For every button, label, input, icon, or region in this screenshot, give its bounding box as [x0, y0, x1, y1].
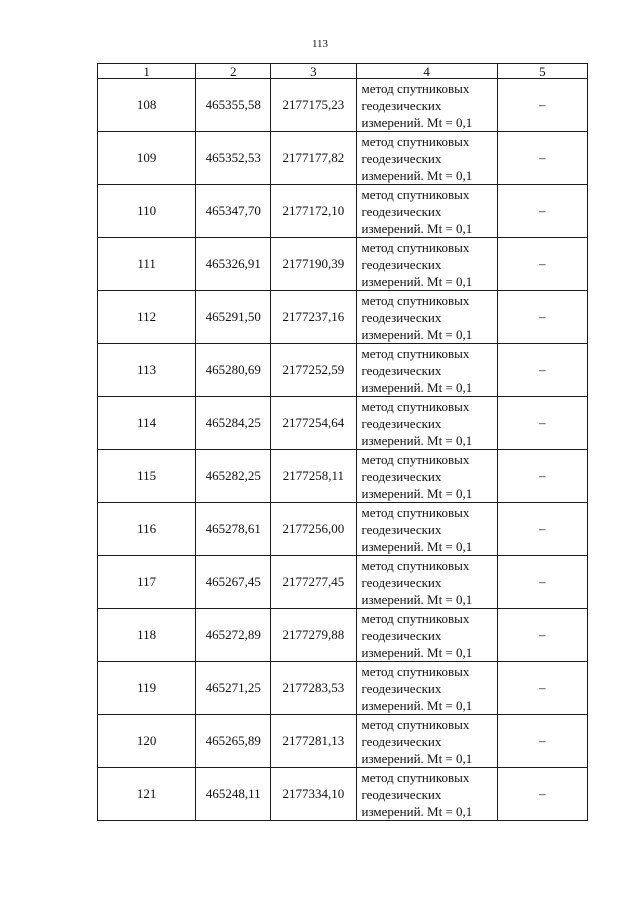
note-cell: – — [497, 79, 587, 132]
y-coordinate-cell: 2177175,23 — [271, 79, 356, 132]
note-cell: – — [497, 450, 587, 503]
method-line: измерений. Mt = 0,1 — [361, 644, 473, 660]
method-line: метод спутниковых — [361, 186, 470, 202]
point-number-cell: 120 — [98, 715, 196, 768]
method-line: геодезических — [361, 309, 442, 325]
table-row — [98, 397, 588, 450]
note-cell: – — [497, 768, 587, 821]
table-row — [98, 609, 588, 662]
point-number-cell: 109 — [98, 132, 196, 185]
point-number-cell: 114 — [98, 397, 196, 450]
y-coordinate-cell: 2177237,16 — [271, 291, 356, 344]
y-coordinate-cell: 2177177,82 — [271, 132, 356, 185]
method-line: измерений. Mt = 0,1 — [361, 379, 473, 395]
x-coordinate-cell: 465272,89 — [196, 609, 271, 662]
y-coordinate-cell: 2177172,10 — [271, 185, 356, 238]
note-cell: – — [497, 185, 587, 238]
header-cell-3: 3 — [271, 64, 356, 79]
method-line: метод спутниковых — [361, 398, 470, 414]
note-cell: – — [497, 291, 587, 344]
note-cell: – — [497, 609, 587, 662]
method-line: измерений. Mt = 0,1 — [361, 114, 473, 130]
table-row — [98, 238, 588, 291]
table-row — [98, 503, 588, 556]
x-coordinate-cell: 465352,53 — [196, 132, 271, 185]
point-number-cell: 111 — [98, 238, 196, 291]
method-line: измерений. Mt = 0,1 — [361, 220, 473, 236]
method-cell — [356, 662, 497, 715]
method-cell — [356, 503, 497, 556]
method-cell — [356, 397, 497, 450]
method-line: измерений. Mt = 0,1 — [361, 697, 473, 713]
y-coordinate-cell: 2177252,59 — [271, 344, 356, 397]
table-row — [98, 185, 588, 238]
method-line: метод спутниковых — [361, 716, 470, 732]
method-line: геодезических — [361, 415, 442, 431]
y-coordinate-cell: 2177281,13 — [271, 715, 356, 768]
note-cell: – — [497, 715, 587, 768]
note-cell: – — [497, 344, 587, 397]
header-row — [98, 64, 588, 79]
table-row — [98, 79, 588, 132]
method-line: геодезических — [361, 521, 442, 537]
note-cell: – — [497, 238, 587, 291]
method-cell — [356, 79, 497, 132]
header-cell-2: 2 — [196, 64, 271, 79]
y-coordinate-cell: 2177256,00 — [271, 503, 356, 556]
method-line: метод спутниковых — [361, 504, 470, 520]
y-coordinate-cell: 2177254,64 — [271, 397, 356, 450]
table-header — [98, 64, 588, 79]
method-cell — [356, 185, 497, 238]
point-number-cell: 116 — [98, 503, 196, 556]
method-cell — [356, 609, 497, 662]
method-line: геодезических — [361, 150, 442, 166]
x-coordinate-cell: 465291,50 — [196, 291, 271, 344]
method-cell — [356, 715, 497, 768]
y-coordinate-cell: 2177277,45 — [271, 556, 356, 609]
note-cell: – — [497, 662, 587, 715]
point-number-cell: 117 — [98, 556, 196, 609]
method-line: измерений. Mt = 0,1 — [361, 167, 473, 183]
y-coordinate-cell: 2177258,11 — [271, 450, 356, 503]
method-cell — [356, 132, 497, 185]
x-coordinate-cell: 465265,89 — [196, 715, 271, 768]
table-row — [98, 768, 588, 821]
table-row — [98, 715, 588, 768]
table-body — [98, 79, 588, 821]
method-line: метод спутниковых — [361, 557, 470, 573]
method-line: метод спутниковых — [361, 292, 470, 308]
method-cell — [356, 768, 497, 821]
y-coordinate-cell: 2177190,39 — [271, 238, 356, 291]
x-coordinate-cell: 465248,11 — [196, 768, 271, 821]
method-line: измерений. Mt = 0,1 — [361, 485, 473, 501]
point-number-cell: 112 — [98, 291, 196, 344]
method-line: измерений. Mt = 0,1 — [361, 273, 473, 289]
method-cell — [356, 556, 497, 609]
x-coordinate-cell: 465271,25 — [196, 662, 271, 715]
coordinates-table — [97, 63, 588, 821]
table-row — [98, 662, 588, 715]
point-number-cell: 118 — [98, 609, 196, 662]
method-line: геодезических — [361, 97, 442, 113]
method-line: измерений. Mt = 0,1 — [361, 750, 473, 766]
method-cell — [356, 450, 497, 503]
point-number-cell: 119 — [98, 662, 196, 715]
method-line: геодезических — [361, 574, 442, 590]
y-coordinate-cell: 2177279,88 — [271, 609, 356, 662]
note-cell: – — [497, 397, 587, 450]
method-line: измерений. Mt = 0,1 — [361, 591, 473, 607]
x-coordinate-cell: 465347,70 — [196, 185, 271, 238]
method-line: метод спутниковых — [361, 451, 470, 467]
method-line: метод спутниковых — [361, 80, 470, 96]
method-line: геодезических — [361, 680, 442, 696]
method-line: метод спутниковых — [361, 769, 470, 785]
method-line: геодезических — [361, 627, 442, 643]
method-line: метод спутниковых — [361, 663, 470, 679]
x-coordinate-cell: 465284,25 — [196, 397, 271, 450]
method-line: измерений. Mt = 0,1 — [361, 803, 473, 819]
method-line: геодезических — [361, 256, 442, 272]
note-cell: – — [497, 503, 587, 556]
point-number-cell: 110 — [98, 185, 196, 238]
point-number-cell: 121 — [98, 768, 196, 821]
x-coordinate-cell: 465326,91 — [196, 238, 271, 291]
method-line: геодезических — [361, 362, 442, 378]
table-row — [98, 556, 588, 609]
x-coordinate-cell: 465267,45 — [196, 556, 271, 609]
method-line: геодезических — [361, 203, 442, 219]
method-line: метод спутниковых — [361, 133, 470, 149]
method-line: метод спутниковых — [361, 345, 470, 361]
header-cell-1: 1 — [98, 64, 196, 79]
method-cell — [356, 291, 497, 344]
method-line: измерений. Mt = 0,1 — [361, 538, 473, 554]
table-row — [98, 450, 588, 503]
table-row — [98, 344, 588, 397]
point-number-cell: 108 — [98, 79, 196, 132]
y-coordinate-cell: 2177283,53 — [271, 662, 356, 715]
method-line: измерений. Mt = 0,1 — [361, 432, 473, 448]
note-cell: – — [497, 132, 587, 185]
x-coordinate-cell: 465355,58 — [196, 79, 271, 132]
table-row — [98, 132, 588, 185]
header-cell-4: 4 — [356, 64, 497, 79]
note-cell: – — [497, 556, 587, 609]
method-line: геодезических — [361, 786, 442, 802]
method-cell — [356, 344, 497, 397]
point-number-cell: 115 — [98, 450, 196, 503]
method-line: измерений. Mt = 0,1 — [361, 326, 473, 342]
x-coordinate-cell: 465282,25 — [196, 450, 271, 503]
header-cell-5: 5 — [497, 64, 587, 79]
method-line: метод спутниковых — [361, 610, 470, 626]
x-coordinate-cell: 465278,61 — [196, 503, 271, 556]
point-number-cell: 113 — [98, 344, 196, 397]
table-row — [98, 291, 588, 344]
method-line: геодезических — [361, 733, 442, 749]
method-line: геодезических — [361, 468, 442, 484]
method-cell — [356, 238, 497, 291]
x-coordinate-cell: 465280,69 — [196, 344, 271, 397]
y-coordinate-cell: 2177334,10 — [271, 768, 356, 821]
page-number: 113 — [311, 38, 329, 50]
method-line: метод спутниковых — [361, 239, 470, 255]
